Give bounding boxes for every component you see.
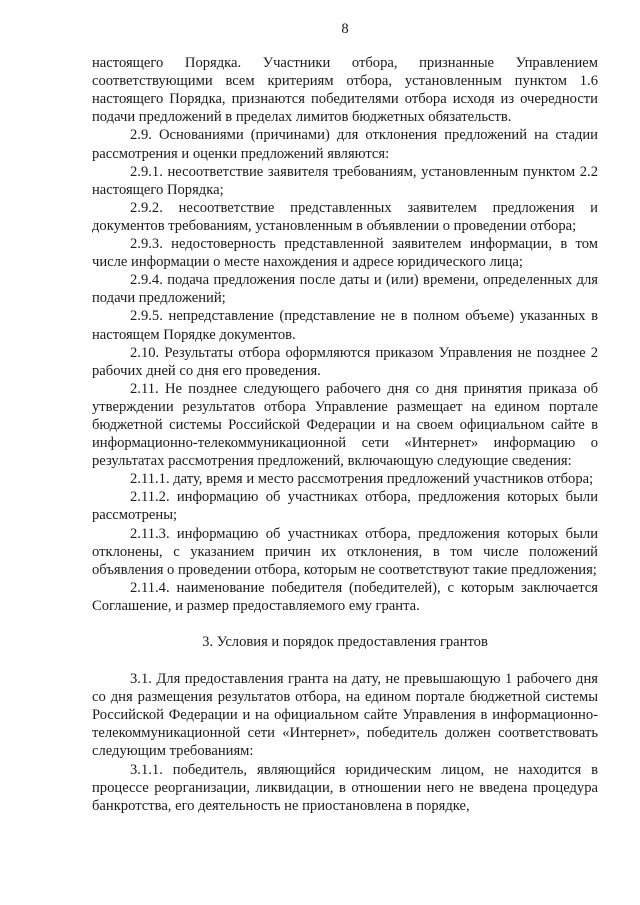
paragraph: 2.9.4. подача предложения после даты и (или) времени, определенных для подачи предложений; xyxy=(92,272,598,307)
paragraph: 3.1.1. победитель, являющийся юридическим лицом, не находится в процессе реорганизации, ликвидации, в отношении него не введена процедура банкротства, его деятельность не приостановлена в порядке, xyxy=(92,761,598,814)
paragraph: 2.9.5. непредставление (представление не в полном объеме) указанных в настоящем Порядке документов. xyxy=(92,308,598,343)
paragraph: настоящего Порядка. Участники отбора, признанные Управлением соответствующими всем критериям отбора, установленным пунктом 1.6 настоящего Порядка, признаются победителями отбора исходя из очередности подачи предложений в пределах лимитов бюджетных обязательств. xyxy=(92,55,598,126)
paragraph: 3.1. Для предоставления гранта на дату, не превышающую 1 рабочего дня со дня размещения результатов отбора, на едином портале бюджетной системы Российской Федерации и на официальном сайте Управления в информационно-телекоммуникационной сети «Интернет», победитель должен соответствовать следующим требованиям: xyxy=(92,671,598,760)
paragraph: 2.11.3. информацию об участниках отбора, предложения которых были отклонены, с указанием причин их отклонения, в том числе положений объявления о проведении отбора, которым не соответствуют такие предложения; xyxy=(92,525,598,578)
paragraph: 2.11.4. наименование победителя (победителей), с которым заключается Соглашение, и размер предоставляемого ему гранта. xyxy=(92,579,598,614)
paragraph: 2.9.2. несоответствие представленных заявителем предложения и документов требованиям, установленным в объявлении о проведении отбора; xyxy=(92,199,598,234)
section-heading: 3. Условия и порядок предоставления грантов xyxy=(202,634,488,650)
paragraph: 2.11.1. дату, время и место рассмотрения предложений участников отбора; xyxy=(130,471,594,488)
body-text-bottom xyxy=(92,670,598,815)
paragraph: 2.11. Не позднее следующего рабочего дня со дня принятия приказа об утверждении результатов отбора Управление размещает на едином портале бюджетной системы Российской Федерации и на своем официальном сайте в информационно-телекоммуникационной сети «Интернет» информацию о результатах рассмотрения предложений, включающую следующие сведения: xyxy=(92,380,598,470)
body-text-top xyxy=(92,54,598,615)
paragraph: 2.9. Основаниями (причинами) для отклонения предложений на стадии рассмотрения и оценки предложений являются: xyxy=(92,127,598,162)
page-number: 8 xyxy=(341,21,349,37)
paragraph: 2.10. Результаты отбора оформляются приказом Управления не позднее 2 рабочих дней со дня его проведения. xyxy=(92,344,598,379)
paragraph: 2.9.3. недостоверность представленной заявителем информации, в том числе информации о месте нахождения и адресе юридического лица; xyxy=(92,236,598,271)
paragraph: 2.11.2. информацию об участниках отбора, предложения которых были рассмотрены; xyxy=(92,489,598,524)
paragraph: 2.9.1. несоответствие заявителя требованиям, установленным пунктом 2.2 настоящего Порядка; xyxy=(92,163,598,198)
